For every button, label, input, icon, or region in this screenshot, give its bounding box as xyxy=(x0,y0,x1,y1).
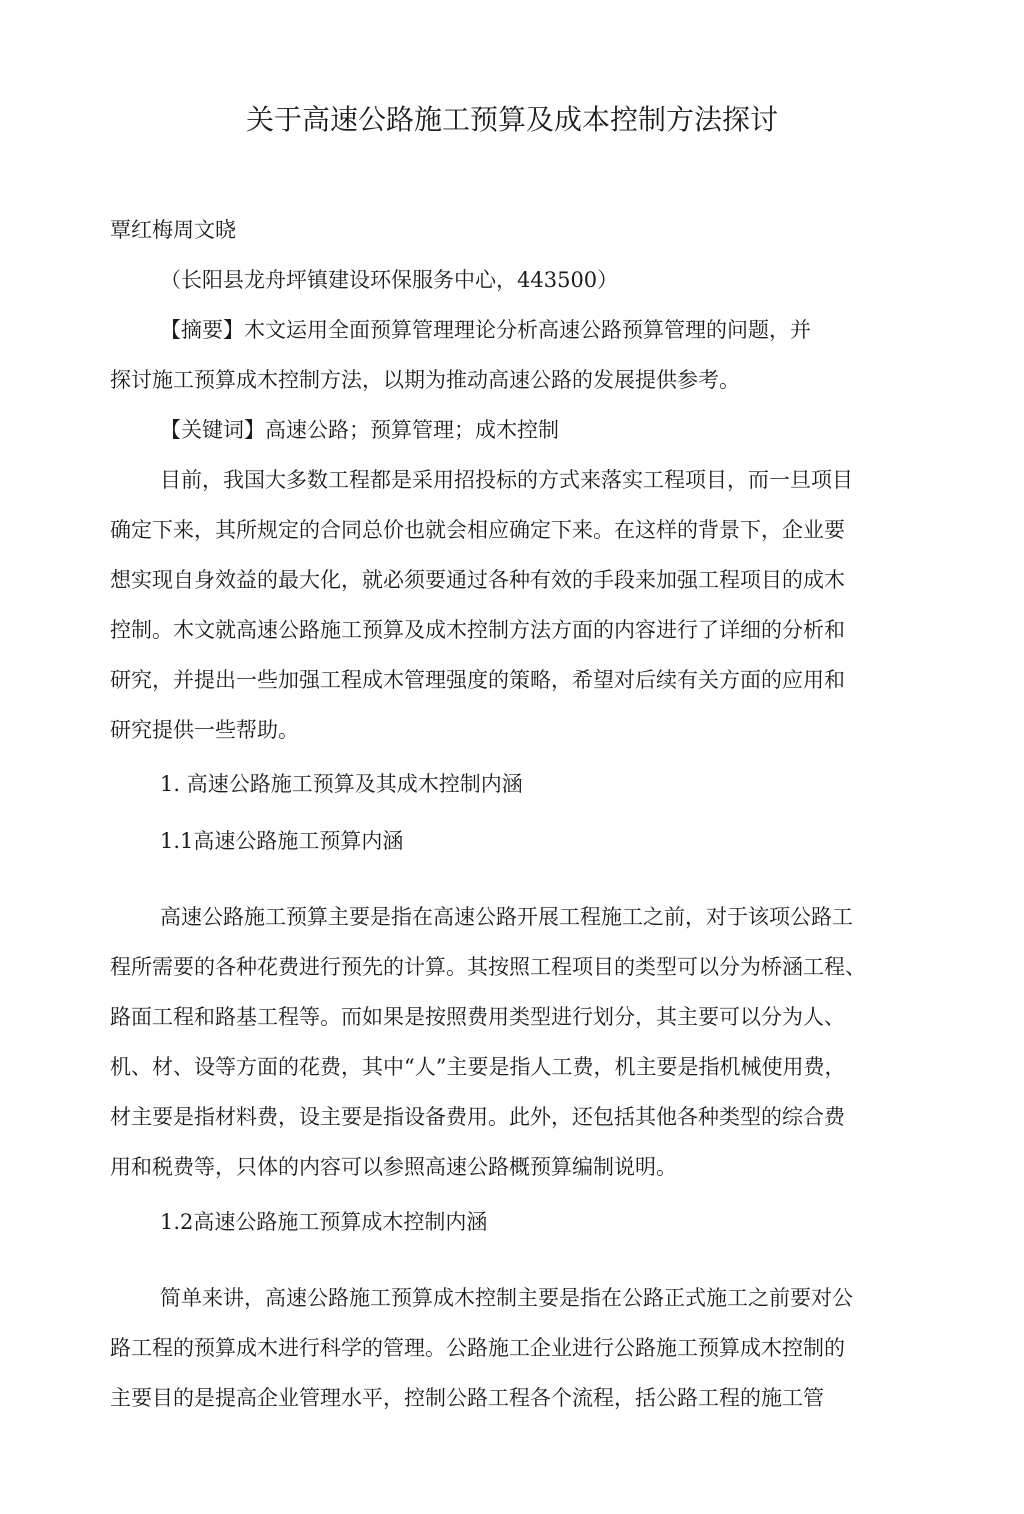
intro-line: 想实现自身效益的最大化，就必须要通过各种有效的手段来加强工程项目的成木 xyxy=(110,568,845,592)
subsection-heading: 1.2高速公路施工预算成木控制内涵 xyxy=(160,1210,488,1234)
body-line: 路面工程和路基工程等。而如果是按照费用类型进行划分，其主要可以分为人、 xyxy=(110,1005,845,1029)
body-line: 路工程的预算成木进行科学的管理。公路施工企业进行公路施工预算成木控制的 xyxy=(110,1336,845,1360)
body-line: 程所需要的各种花费进行预先的计算。其按照工程项目的类型可以分为桥涵工程、 xyxy=(110,955,866,979)
subsection-heading: 1.1高速公路施工预算内涵 xyxy=(160,829,404,853)
intro-line: 控制。木文就高速公路施工预算及成木控制方法方面的内容进行了详细的分析和 xyxy=(110,618,845,642)
body-line: 高速公路施工预算主要是指在高速公路开展工程施工之前，对于该项公路工 xyxy=(160,905,853,929)
intro-line: 目前，我国大多数工程都是采用招投标的方式来落实工程项目，而一旦项目 xyxy=(160,468,853,492)
body-line: 主要目的是提高企业管理水平，控制公路工程各个流程，括公路工程的施工管 xyxy=(110,1386,824,1410)
body-line: 简单来讲，高速公路施工预算成木控制主要是指在公路正式施工之前要对公 xyxy=(160,1286,853,1310)
intro-line: 确定下来，其所规定的合同总价也就会相应确定下来。在这样的背景下，企业要 xyxy=(110,518,845,542)
body-line: 机、材、设等方面的花费，其中“人”主要是指人工费，机主要是指机械使用费， xyxy=(110,1055,846,1079)
authors: 覃红梅周文晓 xyxy=(110,218,236,242)
body-line: 用和税费等，只体的内容可以参照高速公路概预算编制说明。 xyxy=(110,1155,677,1179)
keywords: 【关键词】高速公路；预算管理；成木控制 xyxy=(160,418,559,442)
body-line: 材主要是指材料费，设主要是指设备费用。此外，还包括其他各种类型的综合费 xyxy=(110,1105,845,1129)
document-title: 关于高速公路施工预算及成本控制方法探讨 xyxy=(245,103,778,136)
intro-line: 研究提供一些帮助。 xyxy=(110,718,299,742)
section-heading: 1. 高速公路施工预算及其成木控制内涵 xyxy=(160,772,523,796)
intro-line: 研究，并提出一些加强工程成木管理强度的策略，希望对后续有关方面的应用和 xyxy=(110,668,845,692)
abstract-line: 【摘要】木文运用全面预算管理理论分析高速公路预算管理的问题，并 xyxy=(160,318,811,342)
affiliation: （长阳县龙舟坪镇建设环保服务中心，443500） xyxy=(160,268,619,292)
abstract-line: 探讨施工预算成木控制方法，以期为推动高速公路的发展提供参考。 xyxy=(110,368,740,392)
